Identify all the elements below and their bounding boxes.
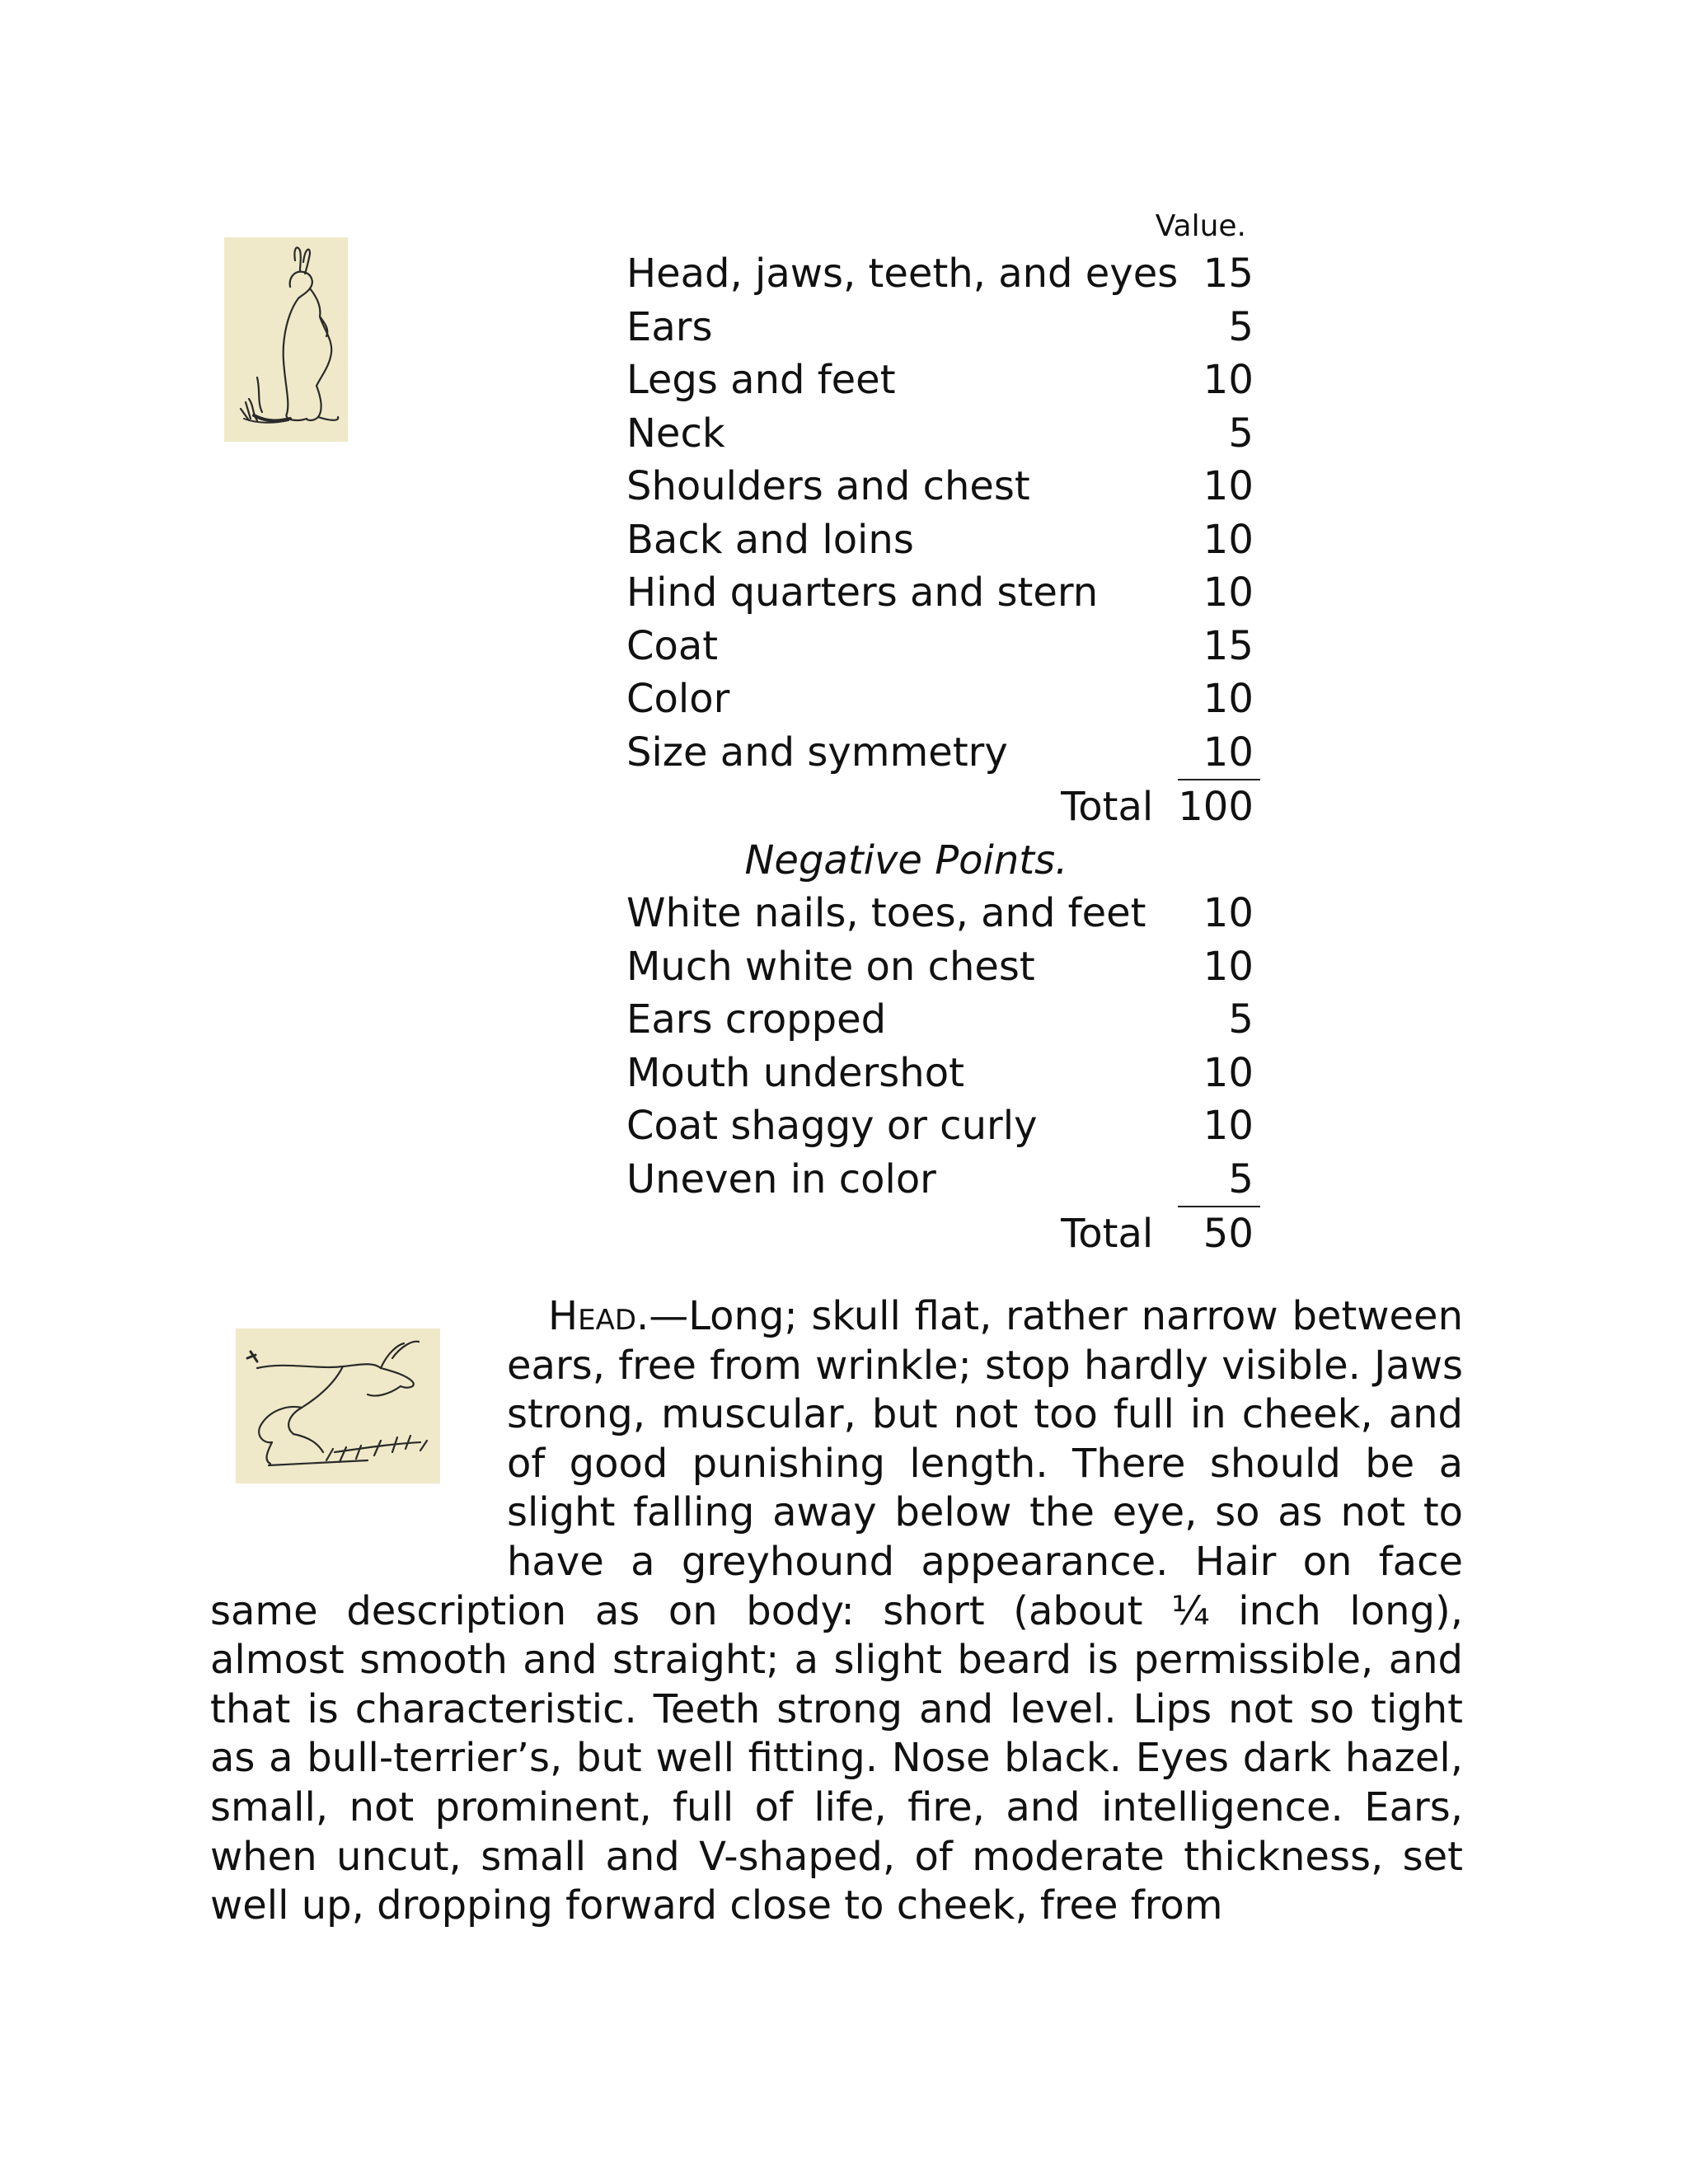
points-row <box>626 1047 1260 1100</box>
point-label: Much white on chest <box>626 943 1035 990</box>
points-row <box>626 940 1260 994</box>
point-label: Color <box>626 676 730 722</box>
points-row <box>626 993 1260 1047</box>
points-row <box>626 1099 1260 1153</box>
point-value: 5 <box>1228 996 1254 1043</box>
points-row <box>626 460 1260 513</box>
positive-total-row <box>626 780 1260 834</box>
point-label: Head, jaws, teeth, and eyes <box>626 251 1179 297</box>
point-label: Coat <box>626 622 719 669</box>
points-row <box>626 247 1260 301</box>
points-row <box>626 620 1260 673</box>
point-value: 10 <box>1203 943 1254 990</box>
point-value: 5 <box>1178 1153 1260 1207</box>
body-text <box>210 1292 1463 1931</box>
point-value: 10 <box>1203 1049 1254 1096</box>
point-label: Hind quarters and stern <box>626 569 1099 616</box>
points-row <box>626 887 1260 940</box>
point-label: Back and loins <box>626 516 914 563</box>
point-value: 15 <box>1203 622 1254 669</box>
points-row <box>626 673 1260 726</box>
point-value: 5 <box>1228 303 1254 350</box>
point-label: Ears cropped <box>626 996 887 1043</box>
positive-points <box>626 247 1260 780</box>
point-value: 10 <box>1178 726 1260 780</box>
point-value: 10 <box>1203 1103 1254 1149</box>
point-value: 10 <box>1203 516 1254 563</box>
point-label: White nails, toes, and feet <box>626 890 1146 936</box>
sitting-rabbit-illustration <box>224 237 348 442</box>
run-in-heading: Head. <box>548 1293 649 1339</box>
point-label: Size and symmetry <box>626 729 1008 776</box>
points-table <box>626 247 1260 1261</box>
points-row <box>626 301 1260 354</box>
point-value: 10 <box>1203 890 1254 936</box>
total-label: Total <box>1061 1210 1154 1257</box>
points-row <box>626 354 1260 407</box>
total-value: 100 <box>1178 784 1254 830</box>
point-value: 10 <box>1203 357 1254 403</box>
negative-total-row <box>626 1207 1260 1261</box>
point-label: Legs and feet <box>626 357 896 403</box>
points-row <box>626 566 1260 620</box>
point-label: Coat shaggy or curly <box>626 1103 1038 1149</box>
illustration-gap <box>210 1292 507 1540</box>
negative-heading-row <box>626 834 1260 888</box>
point-label: Uneven in color <box>626 1156 936 1202</box>
point-value: 15 <box>1203 251 1254 297</box>
point-value: 10 <box>1203 676 1254 722</box>
points-row <box>626 407 1260 461</box>
negative-points-heading: Negative Points. <box>744 837 1068 883</box>
points-row <box>626 726 1260 780</box>
point-value: 10 <box>1203 569 1254 616</box>
negative-points <box>626 887 1260 1207</box>
points-row <box>626 1153 1260 1207</box>
point-label: Neck <box>626 410 725 457</box>
point-label: Shoulders and chest <box>626 463 1030 509</box>
paragraph-text: —Long; skull flat, rather narrow between ears, free from wrinkle; stop hardly visible. Jaws strong, muscular, but not too full in cheek, and of good punishing length. There should be a slight falling away below the eye, so as not to have a greyhound appearance. Hair on face same description as on body: short (about ¼ inch long), almost smooth and straight; a slight beard is permissible, and that is characteristic. Teeth strong and level. Lips not so tight as a bull-terrier’s, but well fitting. Nose black. Eyes dark hazel, small, not prominent, full of life, fire, and intelligence. Ears, when uncut, small and V-shaped, of moderate thickness, set well up, dropping forward close to cheek, free from <box>210 1293 1463 1929</box>
points-table-block <box>626 206 1253 1261</box>
value-column-header: Value. <box>1155 209 1246 243</box>
point-label: Ears <box>626 303 713 350</box>
points-row <box>626 513 1260 567</box>
point-value: 5 <box>1228 410 1254 457</box>
total-label: Total <box>1061 783 1154 830</box>
point-value: 10 <box>1203 463 1254 509</box>
total-value: 50 <box>1203 1211 1254 1257</box>
point-label: Mouth undershot <box>626 1049 964 1096</box>
